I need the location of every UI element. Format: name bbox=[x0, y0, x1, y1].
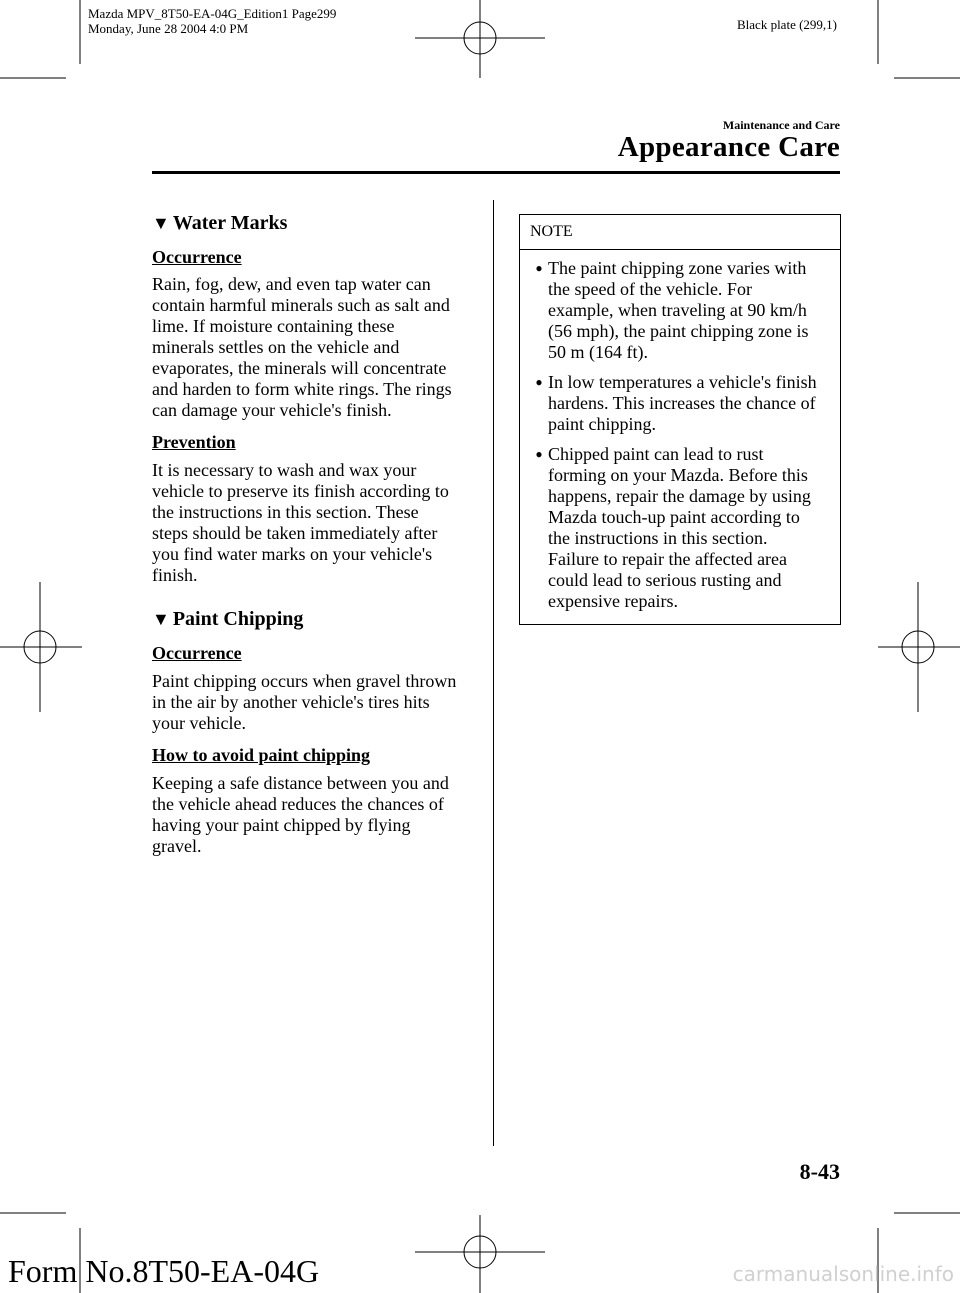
text-line: forming on your Mazda. Before this bbox=[548, 465, 808, 485]
paint-chipping-heading bbox=[152, 608, 303, 631]
water-marks-prevention-label: Prevention bbox=[152, 432, 236, 452]
text-line: the vehicle ahead reduces the chances of bbox=[152, 794, 444, 814]
water-marks-occurrence-label: Occurrence bbox=[152, 247, 242, 267]
text-line: paint chipping. bbox=[548, 414, 656, 434]
print-info-line1: Mazda MPV_8T50-EA-04G_Edition1 Page299 bbox=[88, 6, 337, 21]
text-line: having your paint chipped by flying bbox=[152, 815, 411, 835]
text-line: steps should be taken immediately after bbox=[152, 523, 438, 543]
text-line: Keeping a safe distance between you and bbox=[152, 773, 449, 793]
text-line: example, when traveling at 90 km/h bbox=[548, 300, 807, 320]
text-line: Mazda touch-up paint according to bbox=[548, 507, 800, 527]
text-line: finish. bbox=[152, 565, 198, 585]
text-line: Failure to repair the affected area bbox=[548, 549, 788, 569]
paint-chipping-occurrence-label: Occurrence bbox=[152, 643, 242, 663]
text-line: Paint chipping occurs when gravel thrown bbox=[152, 671, 457, 691]
text-line: happens, repair the damage by using bbox=[548, 486, 811, 506]
text-line: Rain, fog, dew, and even tap water can bbox=[152, 274, 431, 294]
bullet-dot-icon: ● bbox=[535, 447, 543, 461]
print-info bbox=[88, 6, 336, 36]
triangle-bullet-icon: ▼ bbox=[152, 213, 170, 233]
page-title: Appearance Care bbox=[617, 131, 840, 163]
text-line: evaporates, the minerals will concentrate bbox=[152, 358, 447, 378]
print-info-line2: Monday, June 28 2004 4:0 PM bbox=[88, 21, 249, 36]
bullet-dot-icon: ● bbox=[535, 261, 543, 275]
text-line: The paint chipping zone varies with bbox=[548, 258, 807, 278]
water-marks-heading bbox=[152, 212, 287, 235]
triangle-bullet-icon: ▼ bbox=[152, 609, 170, 629]
note-title: NOTE bbox=[520, 215, 840, 250]
page-number: 8-43 bbox=[799, 1159, 840, 1184]
note-item bbox=[530, 372, 830, 435]
text-line: the instructions in this section. These bbox=[152, 502, 419, 522]
text-line: your vehicle. bbox=[152, 713, 246, 733]
water-marks-prevention-text bbox=[152, 460, 482, 586]
text-line: 50 m (164 ft). bbox=[548, 342, 648, 362]
text-line: gravel. bbox=[152, 836, 202, 856]
text-line: In low temperatures a vehicle's finish bbox=[548, 372, 817, 392]
header-rule bbox=[152, 171, 840, 174]
text-line: you find water marks on your vehicle's bbox=[152, 544, 433, 564]
text-line: the instructions in this section. bbox=[548, 528, 768, 548]
text-line: could lead to serious rusting and bbox=[548, 570, 782, 590]
note-item bbox=[530, 444, 830, 612]
note-box bbox=[519, 214, 841, 625]
text-line: lime. If moisture containing these bbox=[152, 316, 395, 336]
note-list bbox=[520, 250, 840, 624]
paint-chipping-avoid-text bbox=[152, 773, 482, 857]
text-line: minerals settles on the vehicle and bbox=[152, 337, 400, 357]
note-item-text bbox=[548, 258, 808, 363]
text-line: the speed of the vehicle. For bbox=[548, 279, 752, 299]
water-marks-heading-text: Water Marks bbox=[172, 212, 288, 234]
text-line: expensive repairs. bbox=[548, 591, 678, 611]
plate-label: Black plate (299,1) bbox=[737, 17, 837, 32]
water-marks-occurrence-text bbox=[152, 274, 482, 421]
note-item-text bbox=[548, 372, 817, 435]
text-line: in the air by another vehicle's tires hits bbox=[152, 692, 430, 712]
text-line: contain harmful minerals such as salt and bbox=[152, 295, 450, 315]
text-line: (56 mph), the paint chipping zone is bbox=[548, 321, 809, 341]
text-line: vehicle to preserve its finish according to bbox=[152, 481, 449, 501]
text-line: can damage your vehicle's finish. bbox=[152, 400, 392, 420]
paint-chipping-occurrence-text bbox=[152, 671, 482, 734]
text-line: It is necessary to wash and wax your bbox=[152, 460, 417, 480]
bullet-dot-icon: ● bbox=[535, 375, 543, 389]
section-label: Maintenance and Care bbox=[722, 118, 840, 132]
text-line: Chipped paint can lead to rust bbox=[548, 444, 764, 464]
paint-chipping-heading-text: Paint Chipping bbox=[172, 608, 304, 630]
note-item-text bbox=[548, 444, 811, 612]
text-line: hardens. This increases the chance of bbox=[548, 393, 816, 413]
note-item bbox=[530, 258, 830, 363]
watermark-text: carmanualsonline.info bbox=[732, 1262, 954, 1286]
paint-chipping-avoid-label: How to avoid paint chipping bbox=[152, 745, 371, 765]
form-number: Form No.8T50-EA-04G bbox=[8, 1253, 320, 1289]
column-divider bbox=[493, 200, 494, 1146]
text-line: and harden to form white rings. The rings bbox=[152, 379, 452, 399]
